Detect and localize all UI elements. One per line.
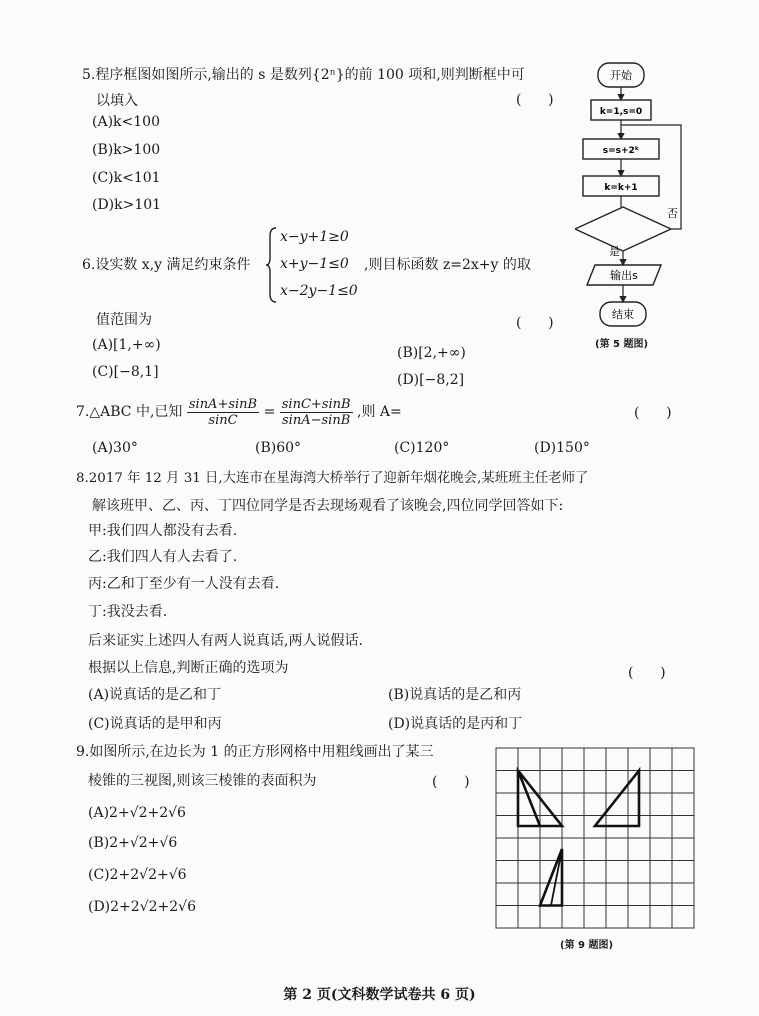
q5-flowchart [575, 55, 705, 355]
q5-option-d: (D)k>101 [92, 197, 162, 213]
q7-answer-paren: ( ) [634, 405, 672, 421]
flowchart-output-label: 输出s [610, 269, 638, 282]
flowchart-yes-label: 是 [609, 245, 620, 258]
flowchart-init-label: k=1,s=0 [599, 107, 643, 117]
q9-figure-caption: (第 9 题图) [560, 940, 614, 951]
q7-fraction-left [187, 397, 259, 428]
q8-option-d: (D)说真话的是丙和丁 [388, 716, 523, 732]
q6-option-d: (D)[−8,2] [397, 372, 465, 388]
q8-option-a: (A)说真话的是乙和丁 [88, 687, 222, 703]
flowchart-no-label: 否 [667, 207, 678, 220]
q8-answer-bing: 丙:乙和丁至少有一人没有去看. [88, 576, 280, 592]
q7-equals: = [263, 404, 276, 420]
q5-option-c: (C)k<101 [92, 170, 161, 186]
q9-stem-line2: 棱锥的三视图,则该三棱锥的表面积为 [88, 773, 317, 789]
q6-option-c: (C)[−8,1] [92, 364, 159, 380]
flowchart-start-label: 开始 [610, 69, 632, 82]
flowchart-decision-node [575, 207, 671, 251]
q8-stem-line1: 8.2017 年 12 月 31 日,大连市在星海湾大桥举行了迎新年烟花晚会,某班班主任老师了 [76, 471, 589, 486]
flowchart-k-label: k=k+1 [604, 183, 638, 193]
q7-option-a: (A)30° [92, 440, 138, 456]
q7-option-b: (B)60° [255, 440, 302, 456]
q8-answer-ding: 丁:我没去看. [88, 604, 168, 620]
q7-frac2-den: sinA−sinB [282, 412, 351, 428]
q6-constraint-2: x+y−1≤0 [280, 256, 349, 272]
q7-fraction-right [280, 397, 353, 428]
q9-option-d: (D)2+2√2+2√6 [88, 899, 196, 915]
q7-prefix: 7.△ABC 中,已知 [76, 404, 183, 420]
flowchart-end-label: 结束 [612, 308, 634, 321]
q9-option-a: (A)2+√2+2√6 [88, 805, 186, 821]
q9-grid-figure [494, 746, 700, 932]
q8-answer-yi: 乙:我们四人有人去看了. [88, 549, 238, 565]
q9-stem-line1: 9.如图所示,在边长为 1 的正方形网格中用粗线画出了某三 [76, 744, 434, 760]
q8-option-b: (B)说真话的是乙和丙 [388, 687, 522, 703]
q5-option-b: (B)k>100 [92, 142, 161, 158]
q5-stem-line2: 以填入 [96, 93, 138, 109]
q9-option-c: (C)2+2√2+√6 [88, 867, 187, 883]
q8-stem-line2: 解该班甲、乙、丙、丁四位同学是否去现场观看了该晚会,四位同学回答如下: [92, 498, 564, 514]
q6-option-a: (A)[1,+∞) [92, 337, 161, 353]
q8-fact: 后来证实上述四人有两人说真话,两人说假话. [88, 633, 363, 649]
q7-frac1-den: sinC [208, 412, 238, 428]
q6-option-b: (B)[2,+∞) [397, 345, 466, 361]
q5-stem-line1: 5.程序框图如图所示,输出的 s 是数列{2ⁿ}的前 100 项和,则判断框中可 [82, 67, 525, 83]
q6-stem-suffix: ,则目标函数 z=2x+y 的取 [364, 257, 531, 273]
flowchart-sum-label: s=s+2ᵏ [602, 146, 640, 156]
q7-stem [76, 395, 402, 429]
q6-stem-prefix: 6.设实数 x,y 满足约束条件 [82, 257, 251, 273]
q8-option-c: (C)说真话的是甲和丙 [88, 716, 222, 732]
q6-answer-paren: ( ) [516, 315, 554, 331]
page-footer: 第 2 页(文科数学试卷共 6 页) [283, 987, 476, 1003]
q6-brace [266, 226, 278, 304]
q8-answer-paren: ( ) [628, 665, 666, 681]
q7-frac2-num: sinC+sinB [281, 396, 351, 412]
q7-frac1-num: sinA+sinB [188, 396, 258, 412]
q6-constraint-1: x−y+1≥0 [280, 229, 349, 245]
q7-option-d: (D)150° [534, 440, 590, 456]
q5-answer-paren: ( ) [516, 92, 554, 108]
q6-stem-line2: 值范围为 [96, 312, 152, 328]
q7-suffix: ,则 A= [357, 404, 402, 420]
q5-figure-caption: (第 5 题图) [595, 339, 649, 350]
q9-answer-paren: ( ) [432, 774, 470, 790]
q9-side-view [595, 771, 639, 827]
q9-option-b: (B)2+√2+√6 [88, 835, 178, 851]
q7-option-c: (C)120° [394, 440, 450, 456]
q8-ask: 根据以上信息,判断正确的选项为 [88, 660, 289, 676]
q9-top-view [540, 849, 562, 906]
q8-answer-jia: 甲:我们四人都没有去看. [88, 523, 238, 539]
q5-option-a: (A)k<100 [92, 114, 160, 130]
q6-constraint-3: x−2y−1≤0 [280, 283, 358, 299]
